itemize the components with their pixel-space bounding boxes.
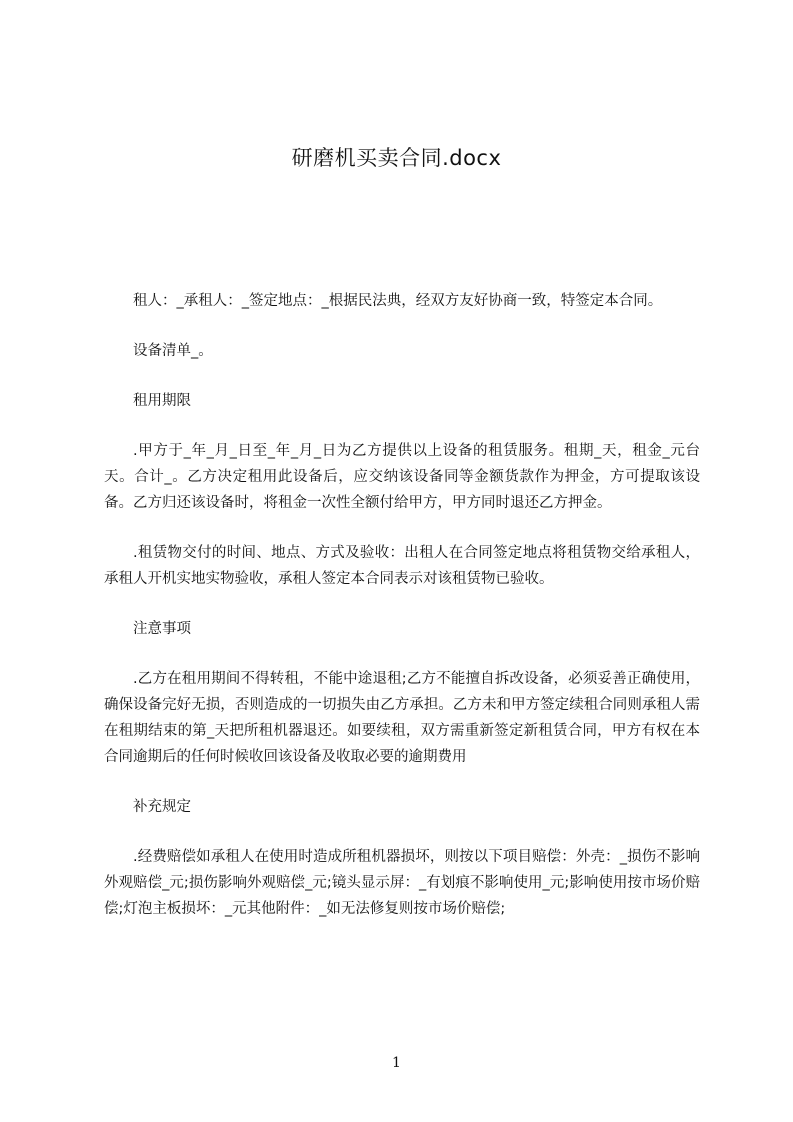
document-body [104, 288, 700, 922]
document-title: 研磨机买卖合同.docx [291, 146, 502, 170]
notes-clause-1: .乙方在租用期间不得转租，不能中途退租;乙方不能擅自拆改设备，必须妥善正确使用，确保设备完好无损，否则造成的一切损失由乙方承担。乙方未和甲方签定续租合同则承租人需在租期结束的第_天把所租机器退还。如要续租，双方需重新签定新租赁合同，甲方有权在本合同逾期后的任何时候收回该设备及收取必要的逾期费用 [104, 671, 700, 765]
intro-paragraph: 租人：_承租人：_签定地点：_根据民法典，经双方友好协商一致，特签定本合同。 [133, 293, 663, 309]
rental-period-clause-1: .甲方于_年_月_日至_年_月_日为乙方提供以上设备的租赁服务。租期_天，租金_元台天。合计_。乙方决定租用此设备后，应交纳该设备同等金额货款作为押金，方可提取该设备。乙方归还该设备时，将租金一次性全额付给甲方，甲方同时退还乙方押金。 [104, 443, 700, 511]
page-number: 1 [392, 1055, 401, 1071]
equipment-list-line: 设备清单_。 [133, 343, 213, 359]
section-heading-rental-period: 租用期限 [133, 393, 191, 409]
rental-period-clause-2: .租赁物交付的时间、地点、方式及验收：出租人在合同签定地点将租赁物交给承租人，承租人开机实地实物验收，承租人签定本合同表示对该租赁物已验收。 [104, 545, 700, 587]
section-heading-notes: 注意事项 [133, 621, 191, 637]
section-heading-supplement: 补充规定 [133, 799, 191, 815]
supplement-clause-1: .经费赔偿如承租人在使用时造成所租机器损坏，则按以下项目赔偿：外壳：_损伤不影响外观赔偿_元;损伤影响外观赔偿_元;镜头显示屏：_有划痕不影响使用_元;影响使用按市场价赔偿;灯泡主板损坏：_元其他附件：_如无法修复则按市场价赔偿; [104, 849, 700, 917]
